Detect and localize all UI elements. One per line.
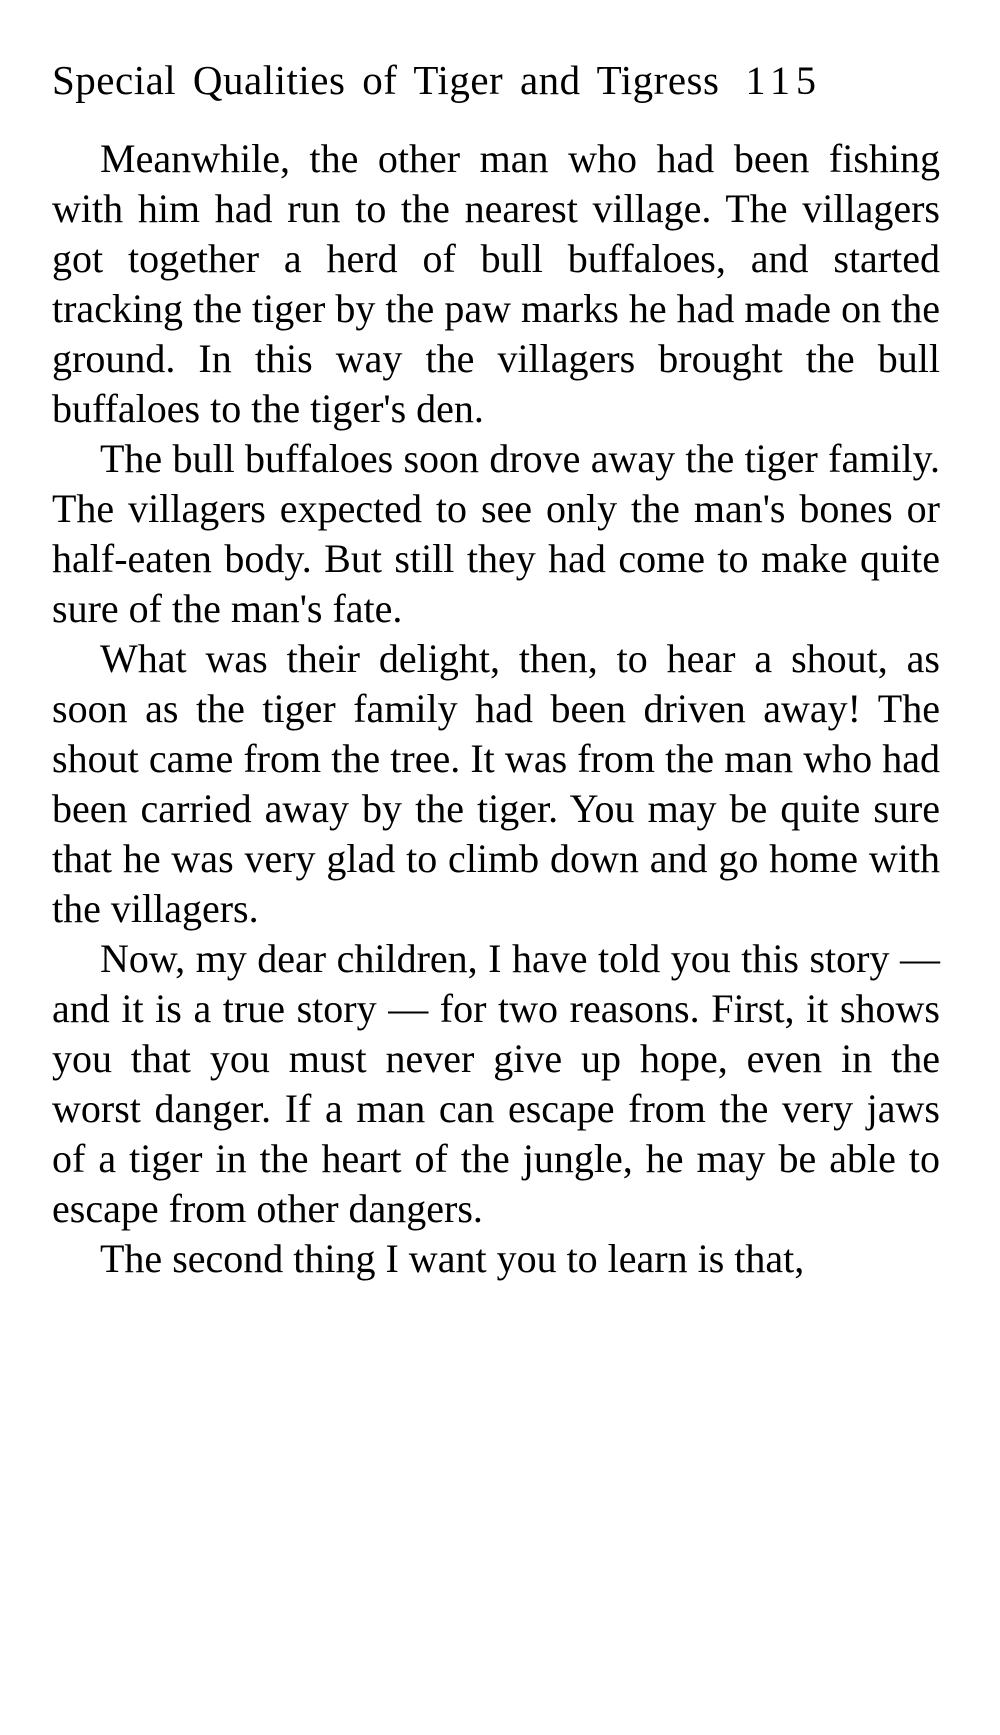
running-head bbox=[52, 56, 940, 104]
paragraph: Now, my dear children, I have told you this story — and it is a true story — for two reasons. First, it shows you that you must never give up hope, even in the worst danger. If a man can escape from the very jaws of a tiger in the heart of the jungle, he may be able to escape from other dangers. bbox=[52, 936, 940, 1231]
running-head-title: Special Qualities of Tiger and Tigress bbox=[52, 57, 720, 103]
page-number: 115 bbox=[745, 58, 822, 103]
paragraph: Meanwhile, the other man who had been fishing with him had run to the nearest village. The villagers got together a herd of bull buffaloes, and started tracking the tiger by the paw marks he had made on the ground. In this way the villagers brought the bull buffaloes to the tiger's den. bbox=[52, 136, 940, 431]
body-text bbox=[52, 134, 940, 1284]
paragraph: The second thing I want you to learn is that, bbox=[100, 1236, 805, 1281]
paragraph: What was their delight, then, to hear a shout, as soon as the tiger family had been driven away! The shout came from the tree. It was from the man who had been carried away by the tiger. You may be quite sure that he was very glad to climb down and go home with the villagers. bbox=[52, 636, 940, 931]
paragraph: The bull buffaloes soon drove away the tiger family. The villagers expected to see only the man's bones or half-eaten body. But still they had come to make quite sure of the man's fate. bbox=[52, 436, 940, 631]
